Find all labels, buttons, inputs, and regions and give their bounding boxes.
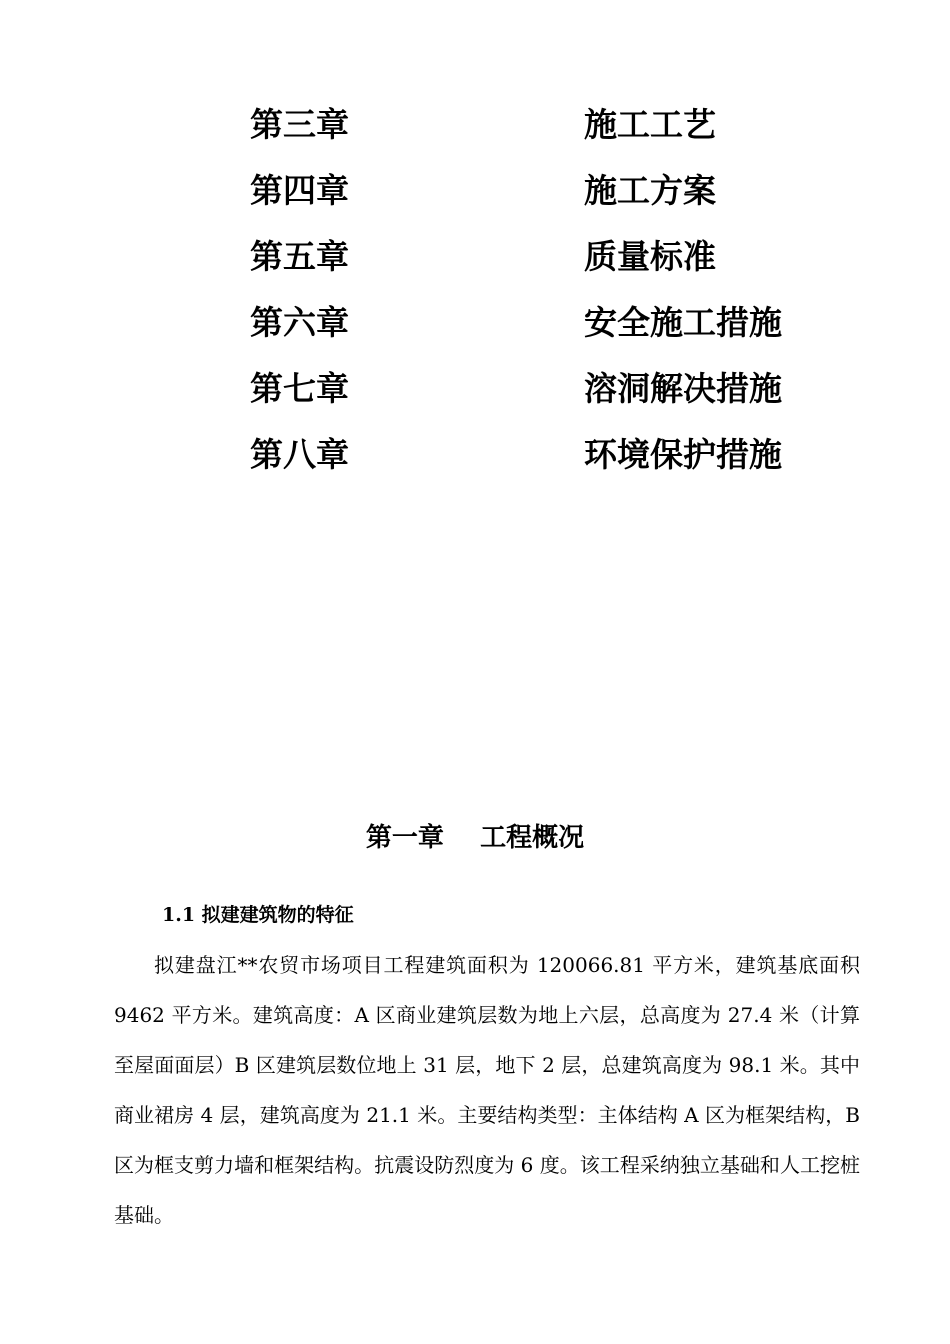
toc-entry — [250, 166, 850, 232]
toc-chapter-title: 施工方案 — [584, 171, 716, 210]
toc-chapter-number: 第七章 — [250, 369, 349, 408]
body-paragraph: 拟建盘江**农贸市场项目工程建筑面积为 120066.81 平方米，建筑基底面积 9462 平方米。建筑高度：A 区商业建筑层数为地上六层，总高度为 27.4 米（计算至屋面面层）B 区建筑层数位地上 31 层，地下 2 层，总建筑高度为 98.1 米。其中商业裙房 4 层，建筑高度为 21.1 米。主要结构类型：主体结构 A 区为框架结构，B 区为框支剪力墙和框架结构。抗震设防烈度为 6 度。该工程采纳独立基础和人工挖桩基础。 — [114, 953, 860, 1227]
chapter-heading: 第一章 工程概况 — [365, 823, 585, 853]
toc-entry — [250, 298, 850, 364]
toc-chapter-title: 质量标准 — [584, 237, 716, 276]
toc-entry — [250, 430, 850, 496]
section-heading: 1.1 拟建建筑物的特征 — [162, 904, 354, 926]
toc-chapter-number: 第五章 — [250, 237, 349, 276]
toc-chapter-title: 环境保护措施 — [584, 435, 782, 474]
toc-entry — [250, 232, 850, 298]
toc-chapter-title: 施工工艺 — [584, 105, 716, 144]
toc-chapter-title: 安全施工措施 — [584, 303, 782, 342]
toc-entry — [250, 364, 850, 430]
toc-entry — [250, 100, 850, 166]
table-of-contents — [250, 100, 850, 496]
toc-chapter-number: 第三章 — [250, 105, 349, 144]
toc-chapter-number: 第六章 — [250, 303, 349, 342]
toc-chapter-title: 溶洞解决措施 — [584, 369, 782, 408]
toc-chapter-number: 第八章 — [250, 435, 349, 474]
toc-chapter-number: 第四章 — [250, 171, 349, 210]
